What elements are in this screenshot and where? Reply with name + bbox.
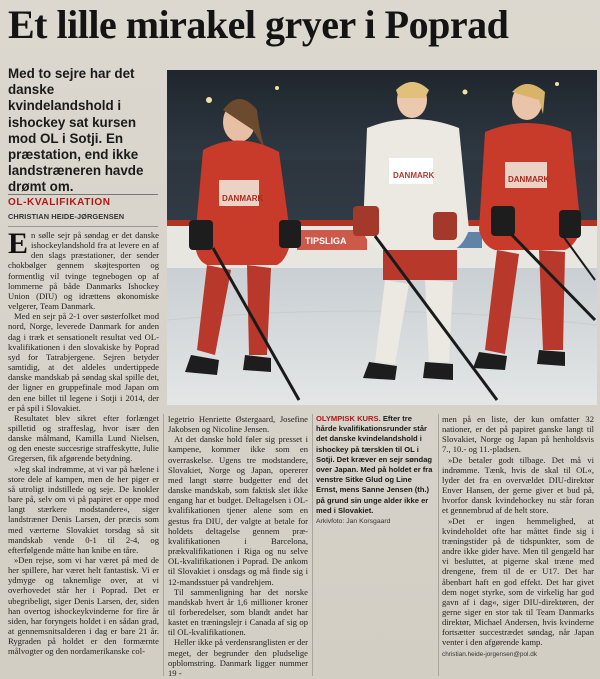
column-rule [163,414,164,676]
body-paragraph: Til sammenligning har det norske mandskab hvert år 1,6 millioner kroner til forberedelser, som blandt andet har kastet en træningslejr i Canada af sig op til OL-kvalifikationen. [168,586,308,638]
body-paragraph: En sølle sejr på søndag er det danske ishockeylandshold fra at levere en af den slags præstationer, der sender chokbølger gennem skøjtesporten og formentlig vil tvinge tegnebogen op af lommerne på både Danmarks Ishockey Union (DIU) og idrættens økonomiske velgerer, Team Danmark. [8,227,159,312]
author-email: christian.heide-jorgensen@pol.dk [442,650,537,658]
body-paragraph: »De betaler godt tilbage. Det må vi indrømme. Tænk, hvis de skal til OL«, lyder det fra en overvældet DIU-direktør Enver Hansen, der gerne giver et bud på, hvorfor dansk kvindehockey nu står foran et gennembrud af de helt store. [442,454,594,516]
caption-text: Efter tre hårde kvalifikationsrunder står det danske kvindelandshold i ishockey på tærsklen til OL i Sotji. Det kræver en sejr søndag over Japan. Med på holdet er fra venstre Sitke Glud og Line Ernst, mens Sanne Jensen (th.) på grund sin unge alder ikke er med i Slovakiet. [316,414,433,515]
body-column-1 [8,227,159,676]
article-headline: Et lille mirakel gryer i Poprad [8,2,509,47]
caption-label: OLYMPISK KURS. [316,414,381,423]
photo-caption [316,414,434,527]
section-kicker: OL-KVALIFIKATION [8,194,158,208]
svg-text:DANMARK: DANMARK [508,175,550,184]
svg-text:DANMARK: DANMARK [393,171,435,180]
body-paragraph: At det danske hold føler sig presset i kampene, kommer ikke som en overraskelse. Ugens tre modstandere, Slovakiet, Norge og Japan, opererer med langt større budgetter end det danske mandskab, som faktisk slet ikke engang har et budget. Deltagelsen i OL-kvalifikationen tjener alene som en gestus fra DIU, der valgte at betale for holdets deltagelse gennem præ-kvalifikationen i Barcelona, prækvalifikationen i Riga og nu selve OL-kvalifikationen i Poprad. De ankom til Slovakiet i onsdags og må finde sig i 12-mandsstuer på vandrehjem. [168,434,308,587]
body-paragraph: »Den rejse, som vi har været på med de her spillere, har været helt fantastisk. Vi er ydmyge og taknemlige over, at vi overhovedet står her i Poprad. Det er ubegribeligt, siger Denis Larsen, der, siden han overtog ishockeykvinderne for fire år siden, har foryngets holdet i en sådan grad, at gennemsnitsalderen i dag er bare 21 år. Rygraden på holdet er den formærnte målvogter og den nordamerikanske col- [8,555,159,657]
body-column-4 [442,414,594,676]
hockey-team-photo [167,70,597,405]
rink-board-ad: TIPSLIGA [305,236,347,246]
column-rule [312,414,313,676]
body-paragraph: Med en sejr på 2-1 over søsterfolket mod nord, Norge, leverede Danmark for anden dag i træk et sensationelt resultat ved OL-kvalifikationen i den slovakiske by Poprad syd for Tatrabjergene. Sejren betyder samtidig, at det aldeles undertippede danske mandskab på søndag skal spille det, der ligner en gruppefinale mod Japan om den ene billet til legene i Sotji i 2014, der er på spil i Slovakiet. [8,311,159,413]
body-paragraph: Heller ikke på verdensranglisten er der meget, der begrunder den pludselige opblomstring. Danmark ligger nummer 19 - [168,637,308,678]
byline: CHRISTIAN HEIDE-JØRGENSEN [8,212,158,227]
column-rule [438,414,439,676]
body-paragraph: »Det er ingen hemmelighed, at kvindeholdet ofte har måttet finde sig i træningstider på de tidspunkter, som de andre ikke gider have. Men til gengæld har vi besluttet, at pigerne skal træne med drengene, frem til de er U17. Det har åbenbart haft en god effekt. Det har givet dem noget styrke, som de virkelig har god gavn af i dag«, siger DIU-direktøren, der gerne siger en stor tak til Team Danmarks direktør, Michael Andersen, hvis kvinderne fortsætter succestrædet søndag, når Japan venter i den afgørende kamp. [442,515,594,648]
photo-credit: Arkivfoto: Jan Korsgaard [316,518,391,526]
body-paragraph: »Jeg skal indrømme, at vi var på hælene i store dele af kampen, men de her piger er så utroligt indstillede og seje. De knokler bare på, selv om vi på papiret er oppe mod langt stærkere modstandere«, siger landstræner Denis Larsen, der præcis som med værterne Slovakiet torsdag så sit mandskab vende 0-1 til 2-4, og efterfølgende måtte han knibe en tåre. [8,463,159,555]
body-paragraph: Resultatet blev sikret efter forlænget spilletid og straffeslag, hvor især den danske målmand, Kamilla Lund Nielsen, og den eneste succesrige straffeskytte, Julie Gregersen, fik afgørende betydning. [8,412,159,464]
body-paragraph: men på en liste, der kun omfatter 32 nationer, er det på papiret ganske langt til Slovakiet, Norge og Japan på henholdsvis 7., 10.- og 11.-pladsen. [442,414,594,455]
svg-text:DANMARK: DANMARK [222,194,264,203]
drop-cap: E [8,227,29,260]
body-column-2 [168,414,308,676]
article-lede: Med to sejre har det danske kvindelandshold i ishockey sat kursen mod OL i Sotji. En præstation, end ikke landstræneren havde drømt om. [8,66,144,195]
body-paragraph: legetrio Henriette Østergaard, Josefine Jakobsen og Nicoline Jensen. [168,414,308,435]
